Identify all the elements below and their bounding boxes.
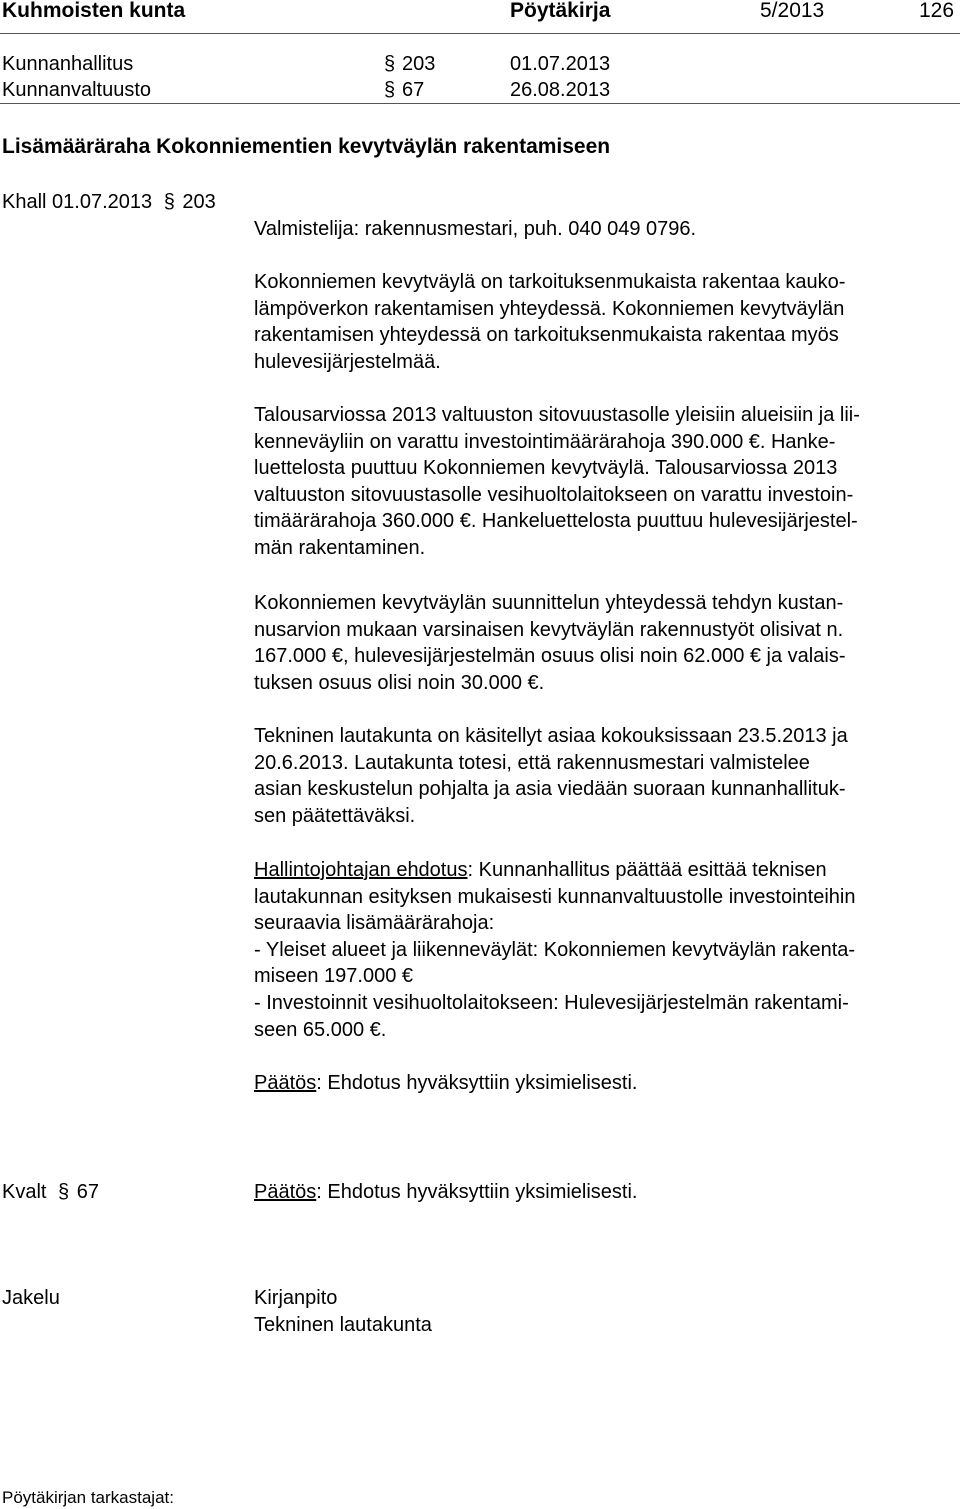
proposal-line: seen 65.000 €. bbox=[254, 1018, 387, 1041]
paragraph-line: lämpöverkon rakentamisen yhteydessä. Kokonniemen kevytväylän bbox=[254, 297, 845, 320]
paragraph-line: nusarvion mukaan varsinaisen kevytväylän rakennustyöt olisivat n. bbox=[254, 618, 844, 641]
distribution-recipient: Tekninen lautakunta bbox=[254, 1313, 432, 1336]
section-sign: § bbox=[58, 1181, 70, 1203]
decision-text: : Ehdotus hyväksyttiin yksimielisesti. bbox=[316, 1072, 638, 1094]
body-name: Kunnanhallitus bbox=[2, 53, 134, 75]
section-sign: § bbox=[163, 191, 175, 213]
bodies-rule bbox=[0, 103, 960, 104]
paragraph-line: tuksen osuus olisi noin 30.000 €. bbox=[254, 671, 545, 694]
paragraph-line: kenneväyliin on varattu investointimäärärahoja 390.000 €. Hanke- bbox=[254, 430, 836, 453]
section-sign: § bbox=[384, 53, 396, 75]
meeting-date: 01.07.2013 bbox=[510, 53, 611, 75]
document-number: 5/2013 bbox=[760, 0, 825, 22]
meeting-date: 26.08.2013 bbox=[510, 79, 611, 101]
section-number: 67 bbox=[402, 79, 425, 101]
paragraph bbox=[254, 402, 954, 562]
distribution-recipient: Kirjanpito bbox=[254, 1287, 338, 1309]
paragraph-line: Talousarviossa 2013 valtuuston sitovuustasolle yleisiin alueisiin ja lii- bbox=[254, 404, 860, 426]
reviewers-label: Pöytäkirjan tarkastajat: bbox=[2, 1488, 174, 1507]
khall-label-start: Khall 01.07.2013 bbox=[2, 191, 153, 213]
proposal-line: seuraavia lisämäärärahoja: bbox=[254, 912, 495, 935]
proposal-label: Hallintojohtajan ehdotus bbox=[254, 859, 468, 881]
paragraph-line: timäärärahoja 360.000 €. Hankeluettelosta puuttuu hulevesijärjestel- bbox=[254, 510, 858, 533]
proposal bbox=[254, 857, 954, 1043]
document-type: Pöytäkirja bbox=[510, 0, 611, 22]
paragraph-line: 20.6.2013. Lautakunta totesi, että rakennusmestari valmistelee bbox=[254, 751, 810, 774]
decision-kvalt bbox=[254, 1179, 954, 1206]
paragraph-line: luettelosta puuttuu Kokonniemen kevytväylä. Talousarviossa 2013 bbox=[254, 457, 838, 480]
paragraph-line: hulevesijärjestelmää. bbox=[254, 350, 441, 373]
paragraph-line: Kokonniemen kevytväylän suunnittelun yhteydessä tehdyn kustan- bbox=[254, 592, 844, 614]
distribution-label: Jakelu bbox=[2, 1287, 60, 1309]
kvalt-section-number: 67 bbox=[76, 1181, 99, 1203]
body-name: Kunnanvaltuusto bbox=[2, 79, 152, 101]
proposal-line: miseen 197.000 € bbox=[254, 965, 414, 988]
organization-name: Kuhmoisten kunta bbox=[2, 0, 186, 22]
decision-label: Päätös bbox=[254, 1072, 317, 1094]
paragraph-line: rakentamisen yhteydessä on tarkoituksenmukaista rakentaa myös bbox=[254, 324, 839, 347]
section-number: 203 bbox=[402, 53, 436, 75]
matter-title: Lisämääräraha Kokonniementien kevytväylän rakentamiseen bbox=[2, 135, 611, 158]
proposal-line: - Investoinnit vesihuoltolaitokseen: Hulevesijärjestelmän rakentami- bbox=[254, 991, 849, 1014]
paragraph bbox=[254, 269, 954, 375]
paragraph-line: män rakentaminen. bbox=[254, 536, 426, 559]
proposal-first-line bbox=[254, 857, 954, 884]
paragraph-line: valtuuston sitovuustasolle vesihuoltolaitokseen on varattu investoin- bbox=[254, 483, 854, 506]
preparer-line: Valmistelija: rakennusmestari, puh. 040 049 0796. bbox=[254, 218, 697, 240]
paragraph-line: Tekninen lautakunta on käsitellyt asiaa kokouksissaan 23.5.2013 ja bbox=[254, 725, 848, 747]
paragraph-line: sen päätettäväksi. bbox=[254, 804, 416, 827]
decision-text: : Ehdotus hyväksyttiin yksimielisesti. bbox=[316, 1181, 638, 1203]
decision-khall bbox=[254, 1070, 954, 1097]
page-number: 126 bbox=[919, 0, 955, 22]
paragraph-line: 167.000 €, hulevesijärjestelmän osuus olisi noin 62.000 € ja valais- bbox=[254, 645, 846, 668]
kvalt-label-start: Kvalt bbox=[2, 1181, 47, 1203]
proposal-first-line-text: : Kunnanhallitus päättää esittää teknisen bbox=[467, 859, 827, 881]
khall-section-number: 203 bbox=[182, 191, 216, 213]
paragraph-line: asian keskustelun pohjalta ja asia viedään suoraan kunnanhallituk- bbox=[254, 778, 846, 801]
proposal-line: - Yleiset alueet ja liikenneväylät: Kokonniemen kevytväylän rakenta- bbox=[254, 938, 856, 961]
proposal-line: lautakunnan esityksen mukaisesti kunnanvaltuustolle investointeihin bbox=[254, 885, 856, 908]
paragraph-line: Kokonniemen kevytväylä on tarkoituksenmukaista rakentaa kauko- bbox=[254, 271, 846, 293]
kvalt-label bbox=[2, 1179, 99, 1205]
distribution-list bbox=[254, 1285, 954, 1338]
paragraph bbox=[254, 723, 954, 829]
khall-label bbox=[2, 189, 216, 215]
header-rule bbox=[0, 33, 960, 34]
section-sign: § bbox=[384, 79, 396, 101]
paragraph bbox=[254, 590, 954, 696]
decision-label: Päätös bbox=[254, 1181, 317, 1203]
